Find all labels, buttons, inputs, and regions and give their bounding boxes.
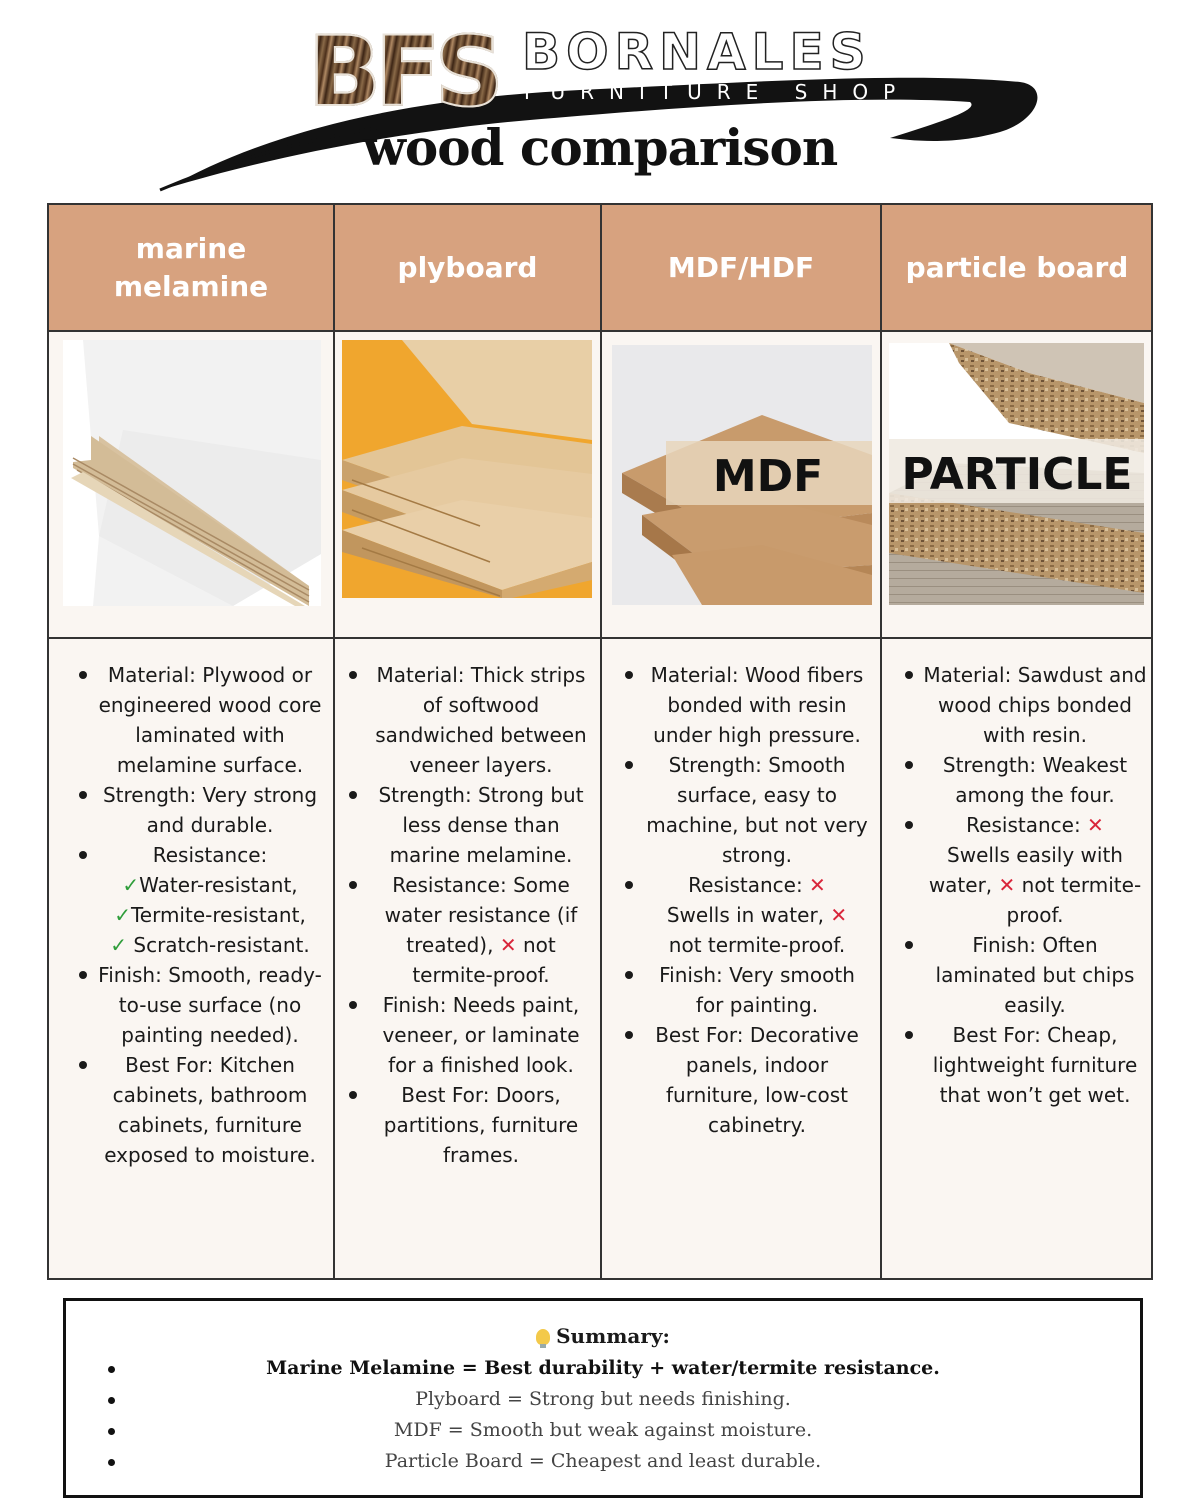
page-title: wood comparison (362, 118, 838, 177)
item-text: Best For: Decorative panels, indoor furniture, low-cost cabinetry. (655, 1023, 859, 1137)
image-marine-melamine (63, 340, 321, 606)
item-text: Finish: Needs paint, veneer, or laminate for a finished look. (382, 993, 580, 1077)
column-divider (880, 205, 882, 1278)
brand-name: BORNALES (522, 23, 872, 81)
item-text: Water-resistant, (139, 873, 298, 897)
summary-item: Plyboard = Strong but needs finishing. (66, 1384, 1140, 1415)
item-text: Strength: Very strong and durable. (102, 783, 318, 837)
item-text: Resistance: Some water resistance (if treated), (384, 873, 578, 957)
cross-icon: ✕ (830, 903, 848, 927)
item-text: Swells easily with water, (928, 843, 1123, 897)
item-text: Material: Plywood or engineered wood core laminated with melamine surface. (98, 663, 322, 777)
list-item (621, 960, 871, 1020)
header-text: plyboard (397, 250, 538, 284)
list-item (75, 840, 323, 960)
lightbulb-icon (536, 1329, 550, 1345)
list-item (75, 660, 323, 780)
summary-item: MDF = Smooth but weak against moisture. (66, 1415, 1140, 1446)
list-item (901, 810, 1147, 930)
header-particle-board (882, 205, 1152, 330)
brand-established: EST. 2008 (673, 108, 748, 122)
item-text: Strength: Weakest among the four. (942, 753, 1128, 807)
details-marine-melamine (75, 660, 323, 1170)
header-text: marine (135, 231, 247, 265)
header-mdf-hdf (602, 205, 880, 330)
list-item (901, 930, 1147, 1020)
item-text: Termite-resistant, (130, 903, 306, 927)
list-item (901, 660, 1147, 750)
brand-tagline: FURNITURE SHOP (524, 80, 911, 104)
list-item (621, 870, 871, 960)
list-item (901, 750, 1147, 810)
item-text: Strength: Strong but less dense than marine melamine. (378, 783, 584, 867)
item-text: Material: Sawdust and wood chips bonded with resin. (923, 663, 1147, 747)
header-marine-melamine (49, 205, 333, 330)
summary-item: Particle Board = Cheapest and least durable. (66, 1446, 1140, 1477)
column-divider (600, 205, 602, 1278)
item-text: Material: Wood fibers bonded with resin under high pressure. (650, 663, 864, 747)
image-label: MDF (712, 451, 824, 502)
header-plyboard (335, 205, 600, 330)
comparison-table (47, 203, 1153, 1280)
list-item (345, 660, 595, 780)
item-text: Finish: Often laminated but chips easily. (935, 933, 1135, 1017)
check-icon: ✓ (114, 903, 131, 927)
image-mdf (612, 345, 872, 605)
header-text: MDF/HDF (667, 250, 815, 284)
summary-heading (66, 1321, 1140, 1351)
list-item (345, 990, 595, 1080)
item-text: Scratch-resistant. (133, 933, 310, 957)
cross-icon: ✕ (809, 873, 826, 897)
details-mdf-hdf (621, 660, 871, 1140)
list-item (75, 960, 323, 1050)
header (0, 0, 1200, 200)
item-text: Best For: Cheap, lightweight furniture that won’t get wet. (932, 1023, 1138, 1107)
list-item (621, 1020, 871, 1140)
item-text: Finish: Very smooth for painting. (659, 963, 855, 1017)
item-text: Best For: Kitchen cabinets, bathroom cabinets, furniture exposed to moisture. (104, 1053, 316, 1167)
header-text: melamine (113, 269, 269, 303)
item-text: Resistance: (152, 843, 268, 867)
header-text: particle board (905, 250, 1129, 284)
list-item (621, 750, 871, 870)
cross-icon: ✕ (1087, 813, 1104, 837)
item-text: Swells in water, (666, 903, 825, 927)
image-label: PARTICLE (901, 449, 1133, 500)
item-text: Resistance: (688, 873, 803, 897)
item-text: not termite-proof. (1006, 873, 1142, 927)
item-text: Material: Thick strips of softwood sandwiched between veneer layers. (375, 663, 587, 777)
list-item (345, 1080, 595, 1170)
list-item (345, 870, 595, 990)
image-particle-board (889, 343, 1144, 605)
check-icon: ✓ (110, 933, 128, 957)
item-text: not termite-proof. (412, 933, 556, 987)
cross-icon: ✕ (998, 873, 1016, 897)
list-item (75, 780, 323, 840)
item-text: Finish: Smooth, ready-to-use surface (no painting needed). (98, 963, 322, 1047)
item-text: not termite-proof. (668, 933, 846, 957)
summary-item: Marine Melamine = Best durability + water/termite resistance. (66, 1353, 1140, 1384)
logo-mark: BFS (308, 16, 498, 128)
list-item (75, 1050, 323, 1170)
summary-box (63, 1298, 1143, 1498)
check-icon: ✓ (122, 873, 140, 897)
list-item (621, 660, 871, 750)
image-plyboard (342, 340, 592, 598)
item-text: Resistance: (966, 813, 1081, 837)
cross-icon: ✕ (499, 933, 517, 957)
list-item (345, 780, 595, 870)
item-text: Strength: Smooth surface, easy to machine, but not very strong. (646, 753, 868, 867)
details-particle-board (901, 660, 1147, 1110)
summary-list (66, 1353, 1140, 1477)
column-divider (333, 205, 335, 1278)
details-plyboard (345, 660, 595, 1170)
list-item (901, 1020, 1147, 1110)
summary-heading-text: Summary: (556, 1324, 670, 1348)
item-text: Best For: Doors, partitions, furniture frames. (383, 1083, 579, 1167)
